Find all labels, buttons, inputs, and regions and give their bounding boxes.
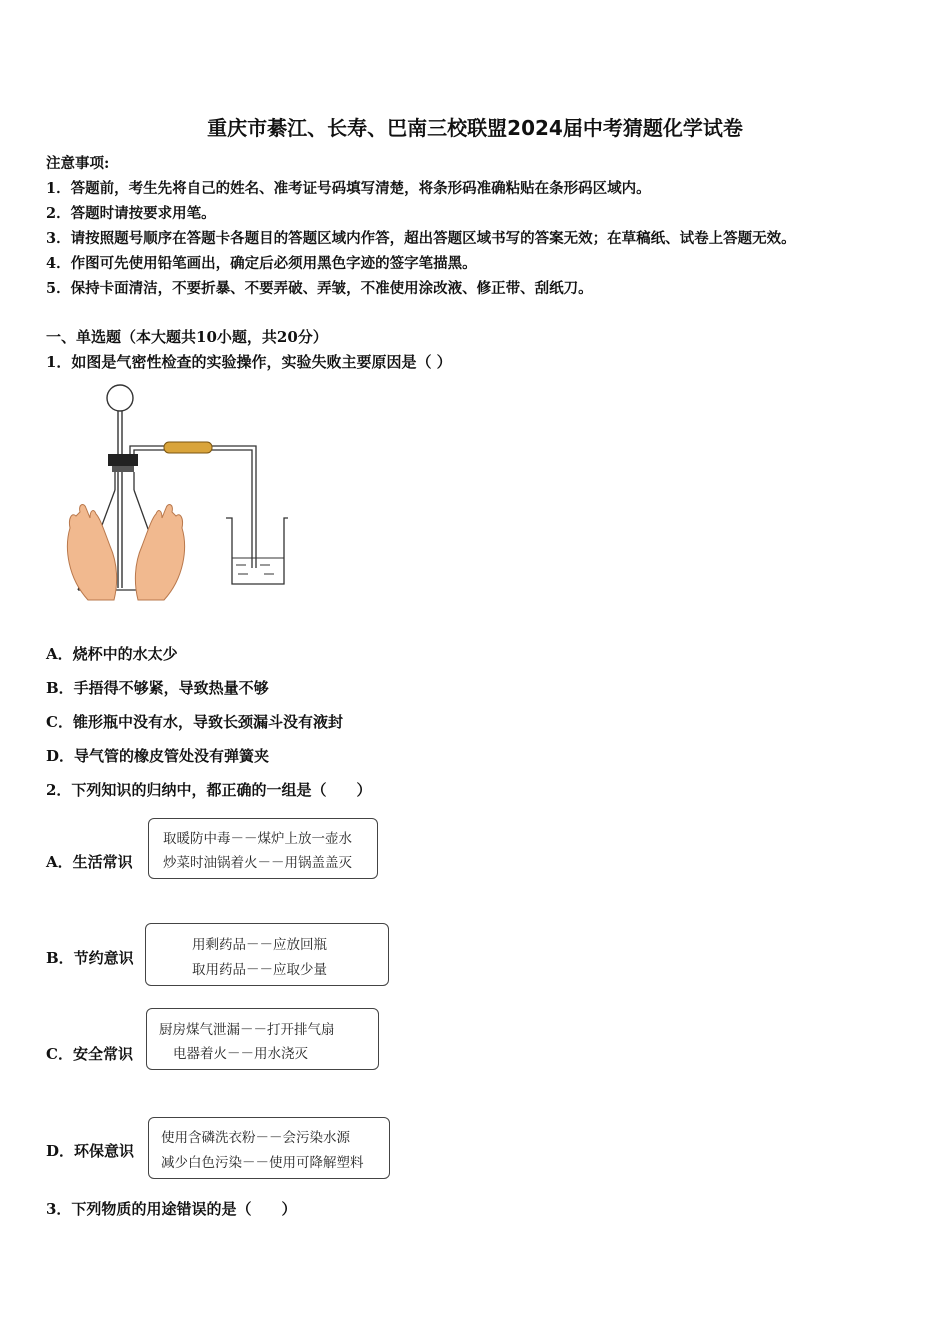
q1-option-d: D．导气管的橡皮管处没有弹簧夹 <box>46 747 270 765</box>
q2-option-b-label: B．节约意识 <box>46 949 134 967</box>
q2-option-b-line: 取用药品－－应取少量 <box>192 962 327 978</box>
q2-option-c-line: 电器着火－－用水浇灭 <box>173 1046 308 1062</box>
q2-option-b-line: 用剩药品－－应放回瓶 <box>192 937 327 953</box>
note-item: 1．答题前，考生先将自己的姓名、准考证号码填写清楚，将条形码准确粘贴在条形码区域内。 <box>46 180 651 197</box>
q2-option-d-line: 使用含磷洗衣粉－－会污染水源 <box>161 1130 350 1146</box>
q1-option-a: A．烧杯中的水太少 <box>46 645 178 663</box>
question-3-stem: 3．下列物质的用途错误的是（ ） <box>46 1200 297 1218</box>
q2-option-c-box <box>146 1008 379 1070</box>
q1-option-b: B．手捂得不够紧，导致热量不够 <box>46 679 269 697</box>
q2-option-a-label: A．生活常识 <box>46 853 133 871</box>
page-title: 重庆市綦江、长寿、巴南三校联盟2024届中考猜题化学试卷 <box>207 116 743 140</box>
note-item: 2．答题时请按要求用笔。 <box>46 205 216 222</box>
notes-heading: 注意事项: <box>46 155 110 172</box>
q2-option-a-box <box>148 818 378 879</box>
q2-option-b-box <box>145 923 389 986</box>
note-item: 3．请按照题号顺序在答题卡各题目的答题区域内作答，超出答题区域书写的答案无效；在草稿纸、试卷上答题无效。 <box>46 230 796 247</box>
q2-option-a-line: 取暖防中毒－－煤炉上放一壶水 <box>163 831 352 847</box>
q2-option-d-label: D．环保意识 <box>46 1142 135 1160</box>
question-2-stem: 2．下列知识的归纳中，都正确的一组是（ ） <box>46 781 372 799</box>
q2-option-d-box <box>148 1117 390 1179</box>
question-1-stem: 1．如图是气密性检查的实验操作，实验失败主要原因是（ ） <box>46 353 452 371</box>
section-heading: 一、单选题（本大题共10小题，共20分） <box>46 328 328 346</box>
note-item: 5．保持卡面清洁，不要折暴、不要弄破、弄皱，不准使用涂改液、修正带、刮纸刀。 <box>46 280 593 297</box>
q2-option-c-label: C．安全常识 <box>46 1045 133 1063</box>
q2-option-d-line: 减少白色污染－－使用可降解塑料 <box>161 1155 364 1171</box>
note-item: 4．作图可先使用铅笔画出，确定后必须用黑色字迹的签字笔描黑。 <box>46 255 477 272</box>
airtightness-apparatus-figure <box>60 378 300 610</box>
q2-option-c-line: 厨房煤气泄漏－－打开排气扇 <box>159 1022 335 1038</box>
q1-option-c: C．锥形瓶中没有水，导致长颈漏斗没有液封 <box>46 713 343 731</box>
q2-option-a-line: 炒菜时油锅着火－－用锅盖盖灭 <box>163 855 352 871</box>
